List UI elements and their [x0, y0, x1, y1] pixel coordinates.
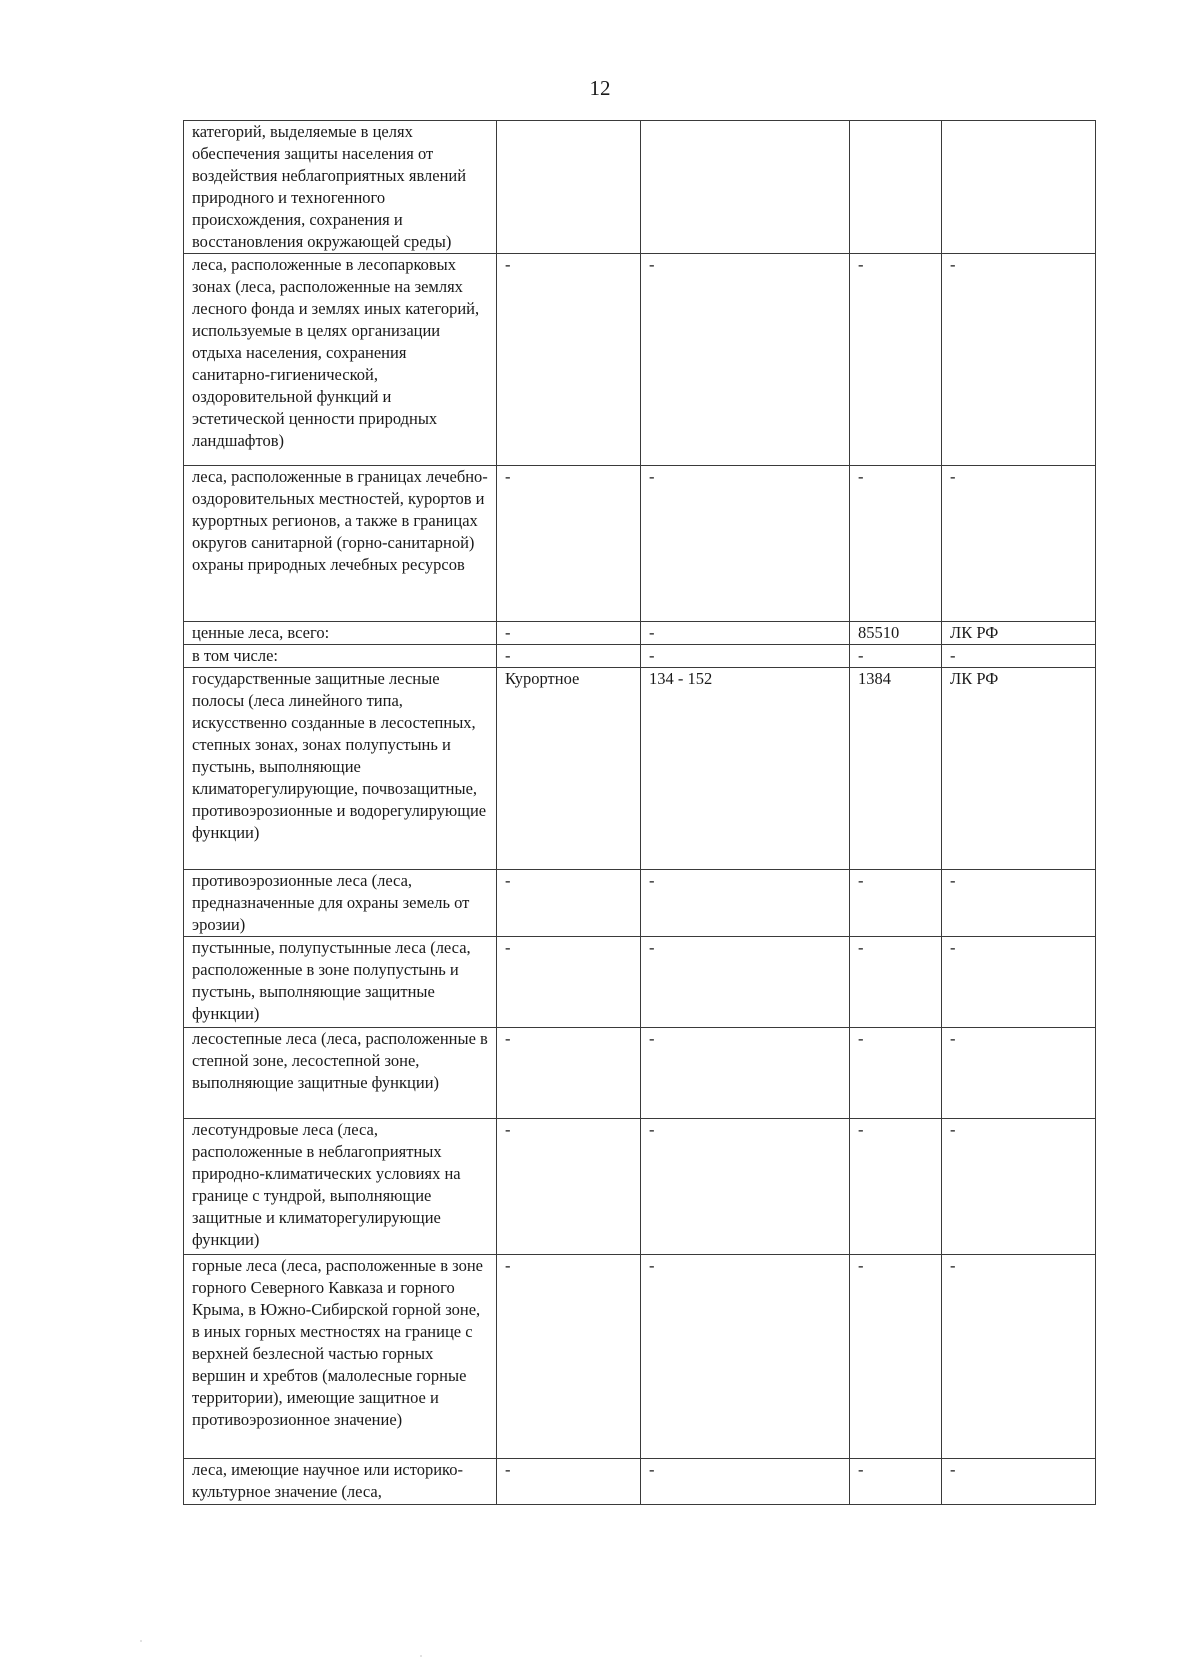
- table-row: [184, 254, 1096, 466]
- basis-cell: -: [942, 1028, 1096, 1119]
- area-cell: -: [850, 254, 942, 466]
- region-cell: -: [497, 870, 641, 937]
- quarters-cell: -: [641, 1028, 850, 1119]
- region-cell: -: [497, 466, 641, 622]
- forest-category-cell: леса, имеющие научное или историко-культурное значение (леса,: [184, 1459, 497, 1505]
- table-row: [184, 1255, 1096, 1459]
- area-cell: -: [850, 466, 942, 622]
- page-number: 12: [589, 76, 611, 100]
- forest-categories-table: [183, 120, 1096, 1505]
- area-cell: 85510: [850, 622, 942, 645]
- region-cell: -: [497, 1255, 641, 1459]
- quarters-cell: -: [641, 937, 850, 1028]
- area-cell: -: [850, 1459, 942, 1505]
- table-row: [184, 668, 1096, 870]
- forest-category-cell: противоэрозионные леса (леса, предназначенные для охраны земель от эрозии): [184, 870, 497, 937]
- basis-cell: -: [942, 1119, 1096, 1255]
- area-cell: -: [850, 645, 942, 668]
- table-row: [184, 937, 1096, 1028]
- table-row: [184, 1028, 1096, 1119]
- forest-category-cell: государственные защитные лесные полосы (леса линейного типа, искусственно созданные в лесостепных, степных зонах, зонах полупустынь и пустынь, выполняющие климаторегулирующие, почвозащитные, противоэрозионные и водорегулирующие функции): [184, 668, 497, 870]
- table-row: [184, 870, 1096, 937]
- forest-category-cell: леса, расположенные в границах лечебно-оздоровительных местностей, курортов и курортных регионов, а также в границах округов санитарной (горно-санитарной) охраны природных лечебных ресурсов: [184, 466, 497, 622]
- forest-category-cell: пустынные, полупустынные леса (леса, расположенные в зоне полупустынь и пустынь, выполняющие защитные функции): [184, 937, 497, 1028]
- scan-speck: [420, 1655, 422, 1657]
- table-row: [184, 622, 1096, 645]
- quarters-cell: -: [641, 622, 850, 645]
- region-cell: -: [497, 622, 641, 645]
- region-cell: -: [497, 645, 641, 668]
- basis-cell: -: [942, 466, 1096, 622]
- region-cell: Курортное: [497, 668, 641, 870]
- area-cell: [850, 121, 942, 254]
- table-row: [184, 1459, 1096, 1505]
- quarters-cell: -: [641, 1255, 850, 1459]
- quarters-cell: -: [641, 466, 850, 622]
- area-cell: -: [850, 1255, 942, 1459]
- region-cell: -: [497, 1459, 641, 1505]
- quarters-cell: -: [641, 870, 850, 937]
- forest-category-cell: горные леса (леса, расположенные в зоне горного Северного Кавказа и горного Крыма, в Южно-Сибирской горной зоне, в иных горных местностях на границе с верхней безлесной частью горных вершин и хребтов (малолесные горные территории), имеющие защитное и противоэрозионное значение): [184, 1255, 497, 1459]
- forest-category-cell: в том числе:: [184, 645, 497, 668]
- basis-cell: -: [942, 1255, 1096, 1459]
- basis-cell: -: [942, 870, 1096, 937]
- forest-category-cell: лесотундровые леса (леса, расположенные в неблагоприятных природно-климатических условиях на границе с тундрой, выполняющие защитные и климаторегулирующие функции): [184, 1119, 497, 1255]
- area-cell: -: [850, 1119, 942, 1255]
- table-row: [184, 1119, 1096, 1255]
- forest-category-cell: леса, расположенные в лесопарковых зонах (леса, расположенные на землях лесного фонда и землях иных категорий, используемые в целях организации отдыха населения, сохранения санитарно-гигиенической, оздоровительной функций и эстетической ценности природных ландшафтов): [184, 254, 497, 466]
- region-cell: -: [497, 254, 641, 466]
- basis-cell: -: [942, 254, 1096, 466]
- quarters-cell: -: [641, 254, 850, 466]
- forest-category-cell: категорий, выделяемые в целях обеспечения защиты населения от воздействия неблагоприятных явлений природного и техногенного происхождения, сохранения и восстановления окружающей среды): [184, 121, 497, 254]
- region-cell: -: [497, 1028, 641, 1119]
- forest-category-cell: лесостепные леса (леса, расположенные в степной зоне, лесостепной зоне, выполняющие защитные функции): [184, 1028, 497, 1119]
- table-row: [184, 466, 1096, 622]
- table-row: [184, 121, 1096, 254]
- basis-cell: -: [942, 1459, 1096, 1505]
- quarters-cell: -: [641, 645, 850, 668]
- area-cell: -: [850, 870, 942, 937]
- basis-cell: ЛК РФ: [942, 622, 1096, 645]
- area-cell: -: [850, 1028, 942, 1119]
- quarters-cell: -: [641, 1459, 850, 1505]
- forest-category-cell: ценные леса, всего:: [184, 622, 497, 645]
- quarters-cell: -: [641, 1119, 850, 1255]
- region-cell: -: [497, 937, 641, 1028]
- scan-speck: [140, 1640, 142, 1642]
- basis-cell: -: [942, 937, 1096, 1028]
- region-cell: -: [497, 1119, 641, 1255]
- basis-cell: [942, 121, 1096, 254]
- basis-cell: ЛК РФ: [942, 668, 1096, 870]
- quarters-cell: [641, 121, 850, 254]
- quarters-cell: 134 - 152: [641, 668, 850, 870]
- area-cell: 1384: [850, 668, 942, 870]
- table-row: [184, 645, 1096, 668]
- basis-cell: -: [942, 645, 1096, 668]
- region-cell: [497, 121, 641, 254]
- area-cell: -: [850, 937, 942, 1028]
